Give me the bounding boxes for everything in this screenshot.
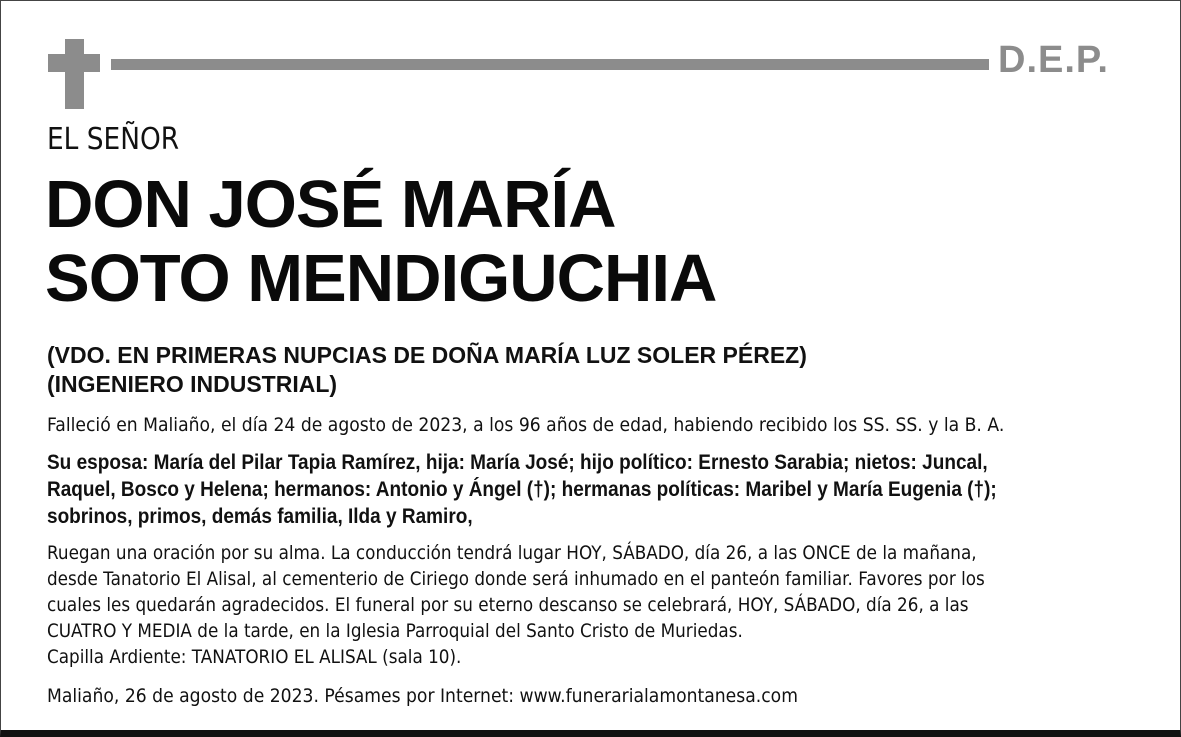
deceased-name: [45, 168, 716, 316]
ceremony-paragraph: [47, 540, 985, 670]
ceremony-line: Capilla Ardiente: TANATORIO EL ALISAL (sala 10).: [47, 646, 462, 668]
header-rule: [111, 59, 989, 70]
ceremony-line: desde Tanatorio El Alisal, al cementerio de Ciriego donde será inhumado en el panteón familiar. Favores por los: [47, 568, 985, 590]
cross-icon-bar: [48, 54, 100, 72]
death-notice: Falleció en Maliaño, el día 24 de agosto de 2023, a los 96 años de edad, habiendo recibido los SS. SS. y la B. A.: [47, 414, 1005, 436]
family-paragraph: [47, 449, 997, 530]
intro-label: EL SEÑOR: [47, 122, 180, 157]
family-line: Raquel, Bosco y Helena; hermanos: Antonio y Ángel (†); hermanas políticas: Maribel y María Eugenia (†);: [47, 478, 997, 501]
subtitles: [47, 341, 807, 399]
ceremony-line: Ruegan una oración por su alma. La conducción tendrá lugar HOY, SÁBADO, día 26, a las ONCE de la mañana,: [47, 542, 977, 564]
subtitle-widower: (VDO. EN PRIMERAS NUPCIAS DE DOÑA MARÍA LUZ SOLER PÉREZ): [47, 342, 807, 368]
ceremony-line: CUATRO Y MEDIA de la tarde, en la Iglesia Parroquial del Santo Cristo de Muriedas.: [47, 620, 743, 642]
name-line-2: SOTO MENDIGUCHIA: [45, 241, 717, 316]
ceremony-line: cuales les quedarán agradecidos. El funeral por su eterno descanso se celebrará, HOY, SÁBADO, día 26, a las: [47, 594, 969, 616]
subtitle-profession: (INGENIERO INDUSTRIAL): [47, 371, 338, 397]
footer-text: Maliaño, 26 de agosto de 2023. Pésames por Internet: www.funerarialamontanesa.com: [47, 685, 798, 707]
family-line: sobrinos, primos, demás familia, Ilda y Ramiro,: [47, 505, 473, 528]
cross-icon: [65, 39, 84, 109]
name-line-1: DON JOSÉ MARÍA: [45, 167, 616, 242]
dep-label: D.E.P.: [998, 39, 1109, 81]
family-line: Su esposa: María del Pilar Tapia Ramírez, hija: María José; hijo político: Ernesto Sarabia; nietos: Juncal,: [47, 451, 988, 474]
